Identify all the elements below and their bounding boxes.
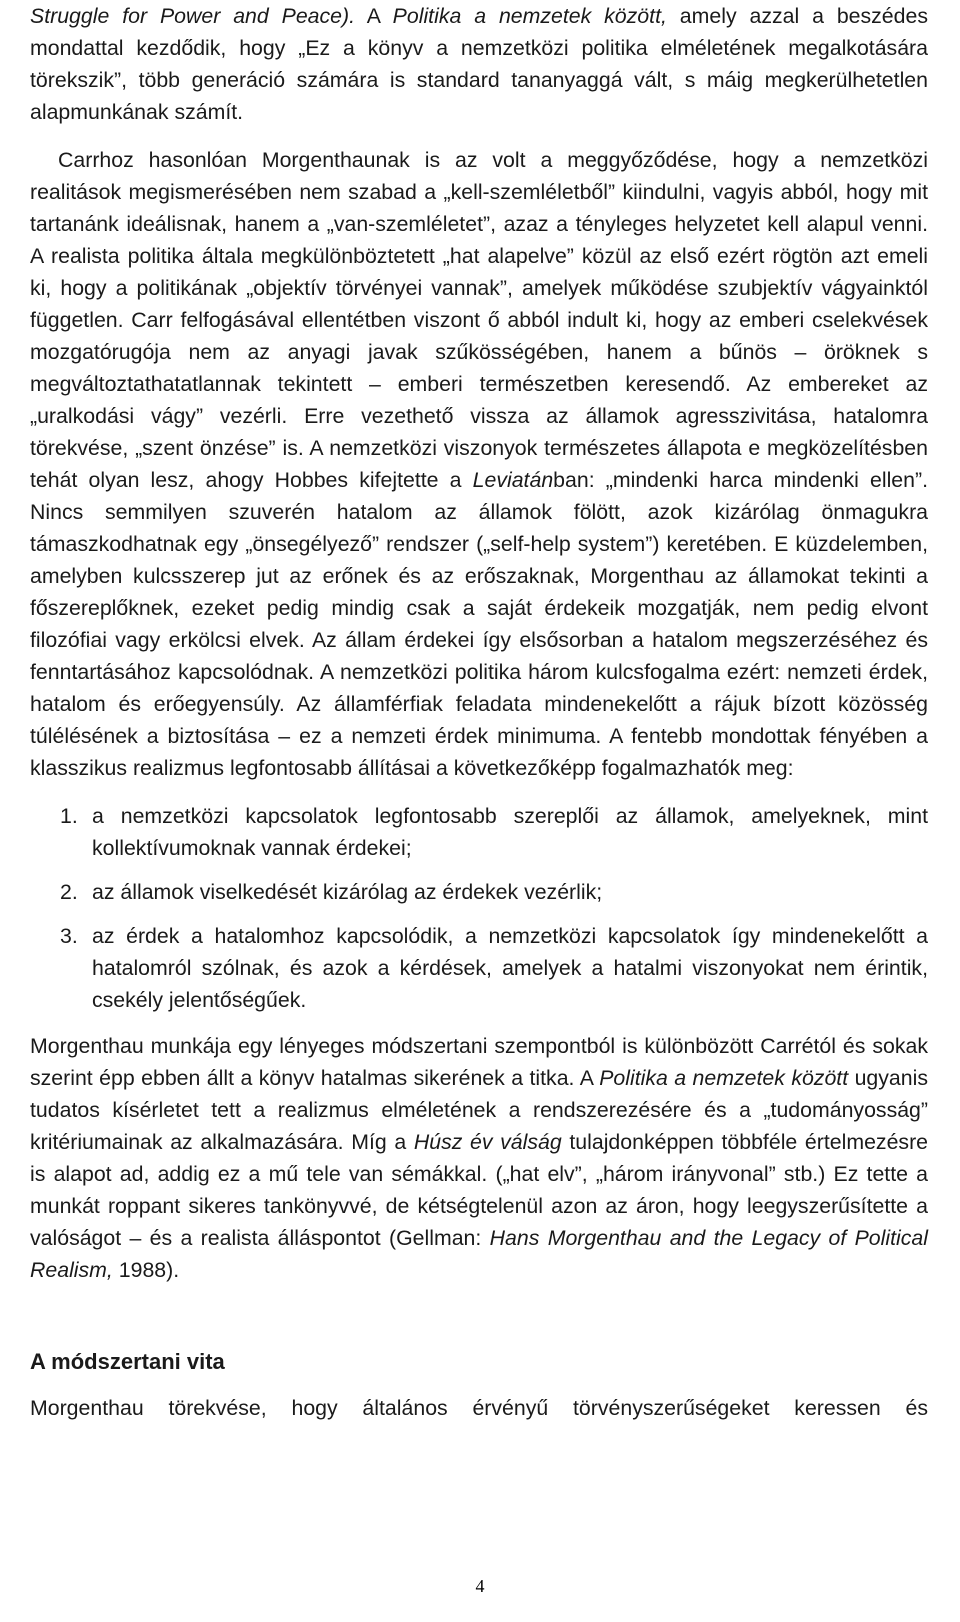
list-item	[60, 876, 928, 908]
text-run: amely azzal a beszédes mondattal kezdődik, hogy „Ez a könyv a nemzetközi politika elméletének megalkotására törekszik”, több generáció számára is standard tananyaggá vált, s máig megkerülhetetlen alapmunkának számít.	[30, 4, 928, 124]
list-item	[60, 800, 928, 864]
text-run: Morgenthau munkája egy lényeges módszertani szempontból is különbözött Carrétól és sokak szerint épp ebben állt a könyv hatalmas sikerének a titka. A	[30, 1034, 928, 1090]
list-number: 1.	[60, 804, 78, 828]
book-title: Politika a nemzetek között,	[392, 4, 667, 28]
text-run: ugyanis tudatos kísérletet tett a realizmus elméletének a rendszerezésére és a „tudományosság” kritériumainak az alkalmazására. Míg a	[30, 1066, 928, 1154]
paragraph-intro	[30, 0, 928, 128]
list-text: az érdek a hatalomhoz kapcsolódik, a nemzetközi kapcsolatok így mindenekelőtt a hatalomról szólnak, és azok a kérdések, amelyek a hatalmi viszonyokat nem érintik, csekély jelentőségűek.	[92, 924, 928, 1012]
paragraph-morgenthau	[30, 144, 928, 784]
realism-claims-list	[30, 800, 928, 1016]
list-number: 2.	[60, 880, 78, 904]
list-text: a nemzetközi kapcsolatok legfontosabb szereplői az államok, amelyeknek, mint kollektívumoknak vannak érdekei;	[92, 804, 928, 860]
book-title: Politika a nemzetek között	[599, 1066, 849, 1090]
text-run: Carrhoz hasonlóan Morgenthaunak is az volt a meggyőződése, hogy a nemzetközi realitások megismerésében nem szabad a „kell-szemléletből” kiindulni, vagyis abból, hogy mit tartanánk ideálisnak, hanem a „van-szemléletet”, azaz a tényleges helyzetet kell alapul venni. A realista politika általa megkülönböztetett „hat alapelve” közül az első ezért rögtön azt emeli ki, hogy a politikának „objektív törvényei vannak”, amelyek működése szubjektív vágyainktól független. Carr felfogásával ellentétben viszont ő abból indult ki, hogy az emberi cselekvések mozgatórugója nem az anyagi javak szűkösségében, hanem a bűnös – öröknek s megváltoztathatatlannak tekintett – emberi természetben keresendő. Az embereket az „uralkodási vágy” vezérli. Erre vezethető vissza az államok agresszivitása, hatalomra törekvése, „szent önzése” is. A nemzetközi viszonyok természetes állapota e megközelítésben tehát olyan lesz, ahogy Hobbes kifejtette a	[30, 148, 928, 492]
page-number: 4	[475, 1576, 485, 1596]
paragraph-method	[30, 1030, 928, 1286]
book-title: Húsz év válság	[413, 1130, 562, 1154]
list-number: 3.	[60, 924, 78, 948]
book-title: Hans Morgenthau and the Legacy of Political Realism,	[30, 1226, 928, 1282]
list-item	[60, 920, 928, 1016]
title-fragment: Struggle for Power and Peace).	[30, 4, 356, 28]
section-heading: A módszertani vita	[30, 1349, 225, 1374]
text-run: A	[355, 4, 393, 28]
text-run: ban: „mindenki harca mindenki ellen”. Nincs semmilyen szuverén hatalom az államok fölött, azok kizárólag önmagukra támaszkodhatnak egy „önsegélyező” rendszer („self-help system”) keretében. E küzdelemben, amelyben kulcsszerep jut az erőnek és az erőszaknak, Morgenthau az államokat tekinti a főszereplőknek, ezeket pedig mindig csak a saját érdekeik mozgatják, nem pedig elvont filozófiai vagy erkölcsi elvek. Az állam érdekei így elsősorban a hatalom megszerzéséhez és fenntartásához kapcsolódnak. A nemzetközi politika három kulcsfogalma ezért: nemzeti érdek, hatalom és erőegyensúly. Az államférfiak feladata mindenekelőtt a rájuk bízott közösség túlélésének a biztosítása – ez a nemzeti érdek minimuma. A fentebb mondottak fényében a klasszikus realizmus legfontosabb állításai a következőképp fogalmazhatók meg:	[30, 468, 929, 780]
book-title-leviatan: Leviatán	[472, 468, 554, 492]
paragraph-method-debate: Morgenthau törekvése, hogy általános érvényű törvényszerűségeket keressen és	[30, 1396, 928, 1420]
list-text: az államok viselkedését kizárólag az érdekek vezérlik;	[92, 880, 603, 904]
text-run: tulajdonképpen többféle értelmezésre is alapot ad, addig ez a mű tele van sémákkal. („hat elv”, „három irányvonal” stb.) Ez tette a munkát roppant sikeres tankönyvvé, de kétségtelenül azon az áron, hogy leegyszerűsítette a valóságot – és a realista álláspontot (Gellman:	[30, 1130, 928, 1250]
text-run: 1988).	[112, 1258, 180, 1282]
